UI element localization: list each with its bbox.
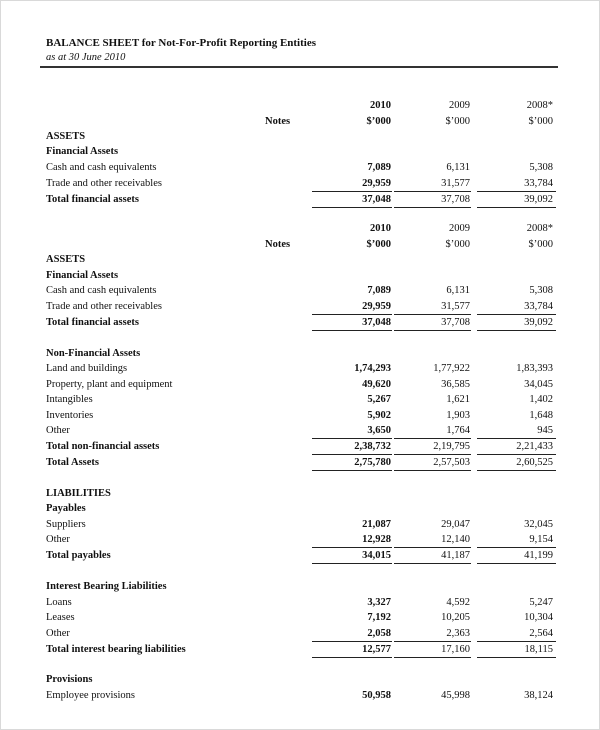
- section-heading: ASSETS: [46, 131, 86, 142]
- total-rule: [477, 657, 556, 658]
- grand-total-row: Total Assets 2,75,780 2,57,503 2,60,525: [46, 457, 553, 468]
- table-row: Property, plant and equipment 49,620 36,585 34,045: [46, 379, 553, 390]
- section-heading: ASSETS: [46, 254, 86, 265]
- total-rule: [394, 657, 471, 658]
- total-rule: [477, 207, 556, 208]
- year-header-row: [1, 98, 600, 113]
- table-row: Suppliers 21,087 29,047 32,045: [46, 519, 553, 530]
- section-subheading: Financial Assets: [46, 146, 119, 157]
- section-subheading: Provisions: [46, 674, 93, 685]
- unit-2008: $’000: [528, 116, 553, 127]
- year-2010: 2010: [370, 100, 391, 111]
- table-row: Land and buildings 1,74,293 1,77,922 1,83,393: [46, 363, 553, 374]
- total-row: Total non-financial assets 2,38,732 2,19,795 2,21,433: [46, 441, 553, 452]
- section-subheading: Non-Financial Assets: [46, 348, 141, 359]
- total-rule: [312, 207, 392, 208]
- table-row: Employee provisions 50,958 45,998 38,124: [46, 690, 553, 701]
- table-row: Other 2,058 2,363 2,564: [46, 628, 553, 639]
- notes-header: Notes: [265, 116, 291, 127]
- table-row: Intangibles 5,267 1,621 1,402: [46, 394, 553, 405]
- total-row: Total payables 34,015 41,187 41,199: [46, 550, 553, 561]
- section-subheading: Payables: [46, 503, 86, 514]
- total-rule: [477, 470, 556, 471]
- section-heading: LIABILITIES: [46, 488, 111, 499]
- units-header-row: [1, 114, 600, 129]
- title-divider: [40, 66, 558, 68]
- total-rule: [312, 657, 392, 658]
- unit-2009: $’000: [445, 116, 470, 127]
- year-2008: 2008*: [526, 100, 553, 111]
- total-rule: [394, 470, 471, 471]
- table-row: Loans 3,327 4,592 5,247: [46, 597, 553, 608]
- units-header-row: Notes $’000 $’000 $’000: [265, 239, 553, 250]
- year-header-row: 2010 2009 2008*: [370, 223, 553, 234]
- total-rule: [312, 330, 392, 331]
- table-row: Other 12,928 12,140 9,154: [46, 534, 553, 545]
- table-row: Trade and other receivables 29,959 31,577 33,784: [46, 301, 553, 312]
- unit-2010: $’000: [366, 116, 391, 127]
- section-subheading: Interest Bearing Liabilities: [46, 581, 167, 592]
- table-row: Other 3,650 1,764 945: [46, 425, 553, 436]
- table-row: Cash and cash equivalents 7,089 6,131 5,308: [46, 285, 553, 296]
- total-rule: [394, 207, 471, 208]
- table-row: Trade and other receivables 29,959 31,577 33,784: [46, 178, 553, 189]
- total-rule: [477, 563, 556, 564]
- section-subheading: Financial Assets: [46, 270, 119, 281]
- total-rule: [394, 563, 471, 564]
- total-row: Total financial assets 37,048 37,708 39,092: [46, 317, 553, 328]
- total-rule: [394, 330, 471, 331]
- document-subtitle: as at 30 June 2010: [46, 52, 126, 63]
- document-title: BALANCE SHEET for Not-For-Profit Reporting Entities: [46, 37, 316, 49]
- total-row: Total interest bearing liabilities 12,577 17,160 18,115: [46, 644, 553, 655]
- total-rule: [477, 330, 556, 331]
- total-rule: [312, 470, 392, 471]
- year-2009: 2009: [449, 100, 470, 111]
- table-row: Cash and cash equivalents 7,089 6,131 5,308: [46, 162, 553, 173]
- table-row: Leases 7,192 10,205 10,304: [46, 612, 553, 623]
- total-row: Total financial assets 37,048 37,708 39,092: [46, 194, 553, 205]
- total-rule: [312, 563, 392, 564]
- table-row: Inventories 5,902 1,903 1,648: [46, 410, 553, 421]
